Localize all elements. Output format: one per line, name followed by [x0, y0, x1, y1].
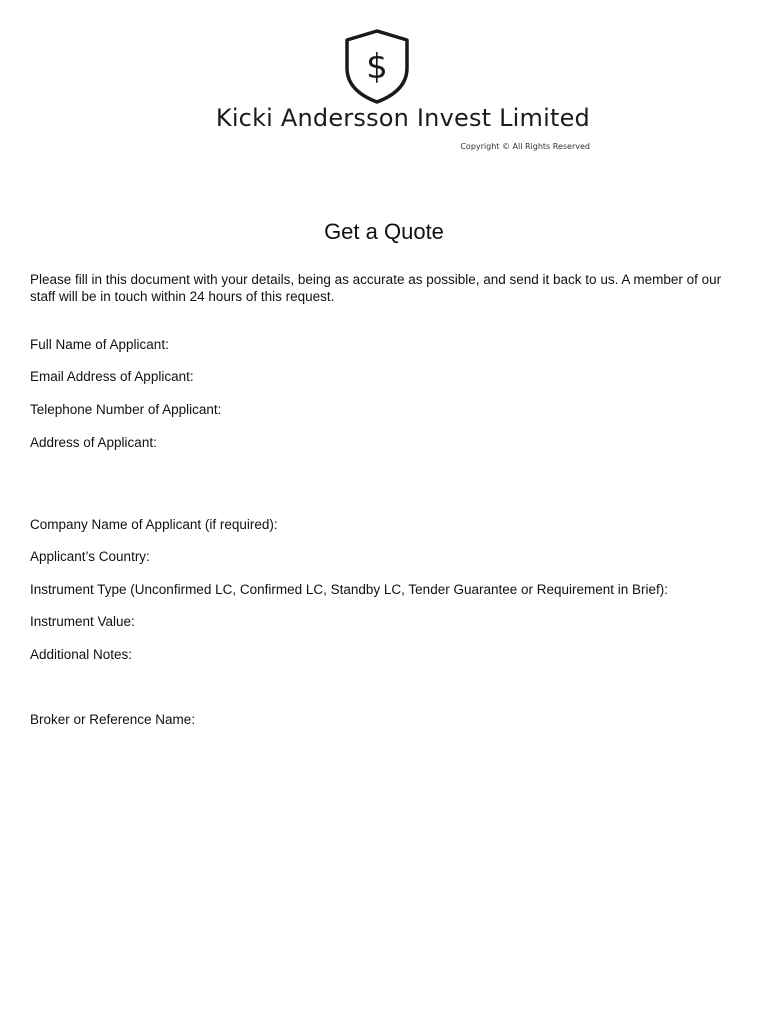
field-label-email: Email Address of Applicant:	[30, 369, 194, 384]
field-label-broker-reference: Broker or Reference Name:	[30, 712, 196, 727]
shield-dollar-icon	[343, 28, 411, 104]
svg-text:$: $	[366, 47, 388, 87]
field-label-telephone: Telephone Number of Applicant:	[30, 402, 222, 417]
field-label-instrument-value: Instrument Value:	[30, 614, 135, 629]
field-label-company-name: Company Name of Applicant (if required):	[30, 517, 278, 532]
field-label-full-name: Full Name of Applicant:	[30, 337, 169, 352]
field-label-additional-notes: Additional Notes:	[30, 647, 133, 662]
field-label-instrument-type: Instrument Type (Unconfirmed LC, Confirmed LC, Standby LC, Tender Guarantee or Requirement in Brief):	[30, 582, 669, 597]
field-label-address: Address of Applicant:	[30, 435, 157, 450]
field-label-country: Applicant’s Country:	[30, 549, 150, 564]
copyright-notice: Copyright © All Rights Reserved	[460, 142, 590, 151]
intro-paragraph: Please fill in this document with your details, being as accurate as possible, and send it back to us. A member of our staff will be in touch within 24 hours of this request.	[30, 272, 722, 304]
company-name: Kicki Andersson Invest Limited	[215, 104, 590, 132]
page-title: Get a Quote	[324, 219, 444, 244]
